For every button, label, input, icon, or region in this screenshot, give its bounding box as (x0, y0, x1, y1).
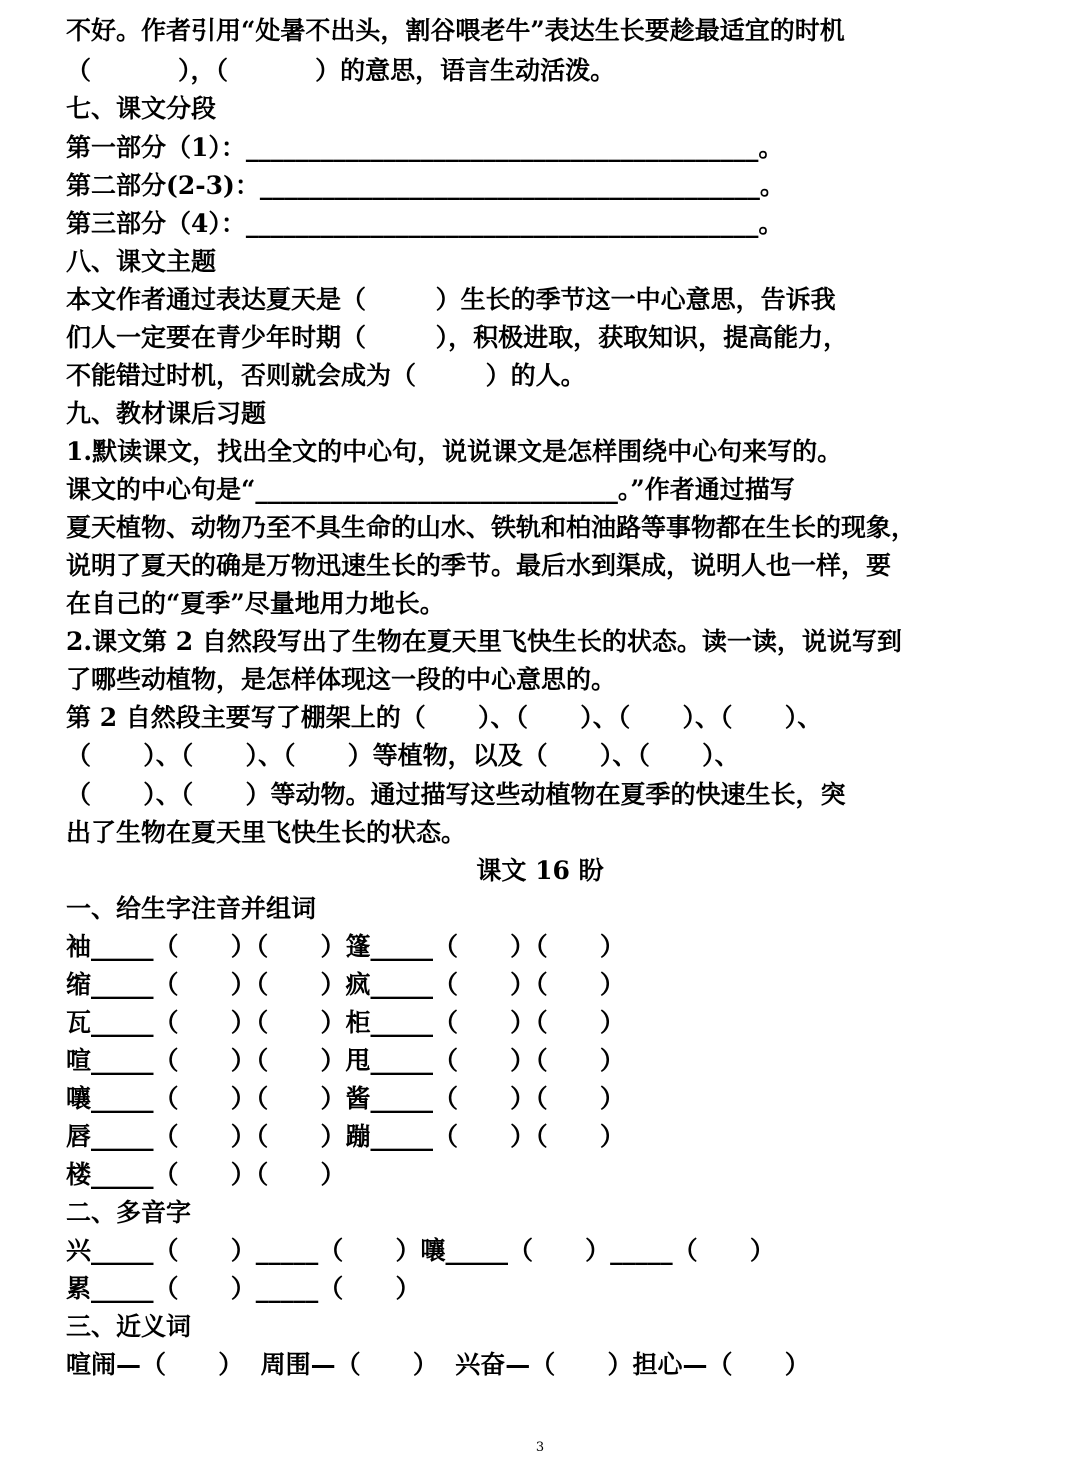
polyphone-row: 兴_____（ ）_____（ ）嚷_____（ ）_____（ ） (66, 1236, 775, 1265)
question-text: 了哪些动植物，是怎样体现这一段的中心意思的。 (66, 665, 617, 694)
character-row: 喧_____（ ）（ ）甩_____（ ）（ ） (66, 1046, 625, 1075)
fill-in-line: 第 2 自然段主要写了棚架上的（ ）、（ ）、（ ）、（ ）、 (66, 703, 823, 732)
fill-in-line: 课文的中心句是“_____________________________。”作者通过描写 (66, 475, 795, 504)
section-heading: 七、课文分段 (66, 94, 217, 123)
text-line: 说明了夏天的确是万物迅速生长的季节。最后水到渠成，说明人也一样，要 (66, 551, 892, 580)
page-number: 3 (535, 1440, 545, 1455)
section-heading: 三、近义词 (66, 1312, 192, 1341)
text-line: 不能错过时机，否则就会成为（ ）的人。 (66, 361, 586, 390)
text-line: （ ），（ ）的意思，语言生动活泼。 (66, 56, 616, 85)
fill-in-line: 第一部分（1）：_________________________________________。 (66, 133, 784, 162)
text-line: 夏天植物、动物乃至不具生命的山水、铁轨和柏油路等事物都在生长的现象， (66, 513, 917, 542)
character-row: 嚷_____（ ）（ ）酱_____（ ）（ ） (66, 1084, 625, 1113)
section-heading: 一、给生字注音并组词 (66, 894, 317, 923)
text-line: 在自己的“夏季”尽量地用力地长。 (66, 589, 445, 618)
character-row: 楼_____（ ）（ ） (66, 1160, 346, 1189)
lesson-title: 课文 16 盼 (476, 856, 604, 885)
fill-in-line: （ ）、（ ）等动物。通过描写这些动植物在夏季的快速生长，突 (66, 780, 846, 809)
character-row: 缩_____（ ）（ ）疯_____（ ）（ ） (66, 970, 625, 999)
fill-in-line: 第二部分(2-3)：________________________________________。 (66, 171, 785, 200)
character-row: 袖_____（ ）（ ）篷_____（ ）（ ） (66, 932, 625, 961)
fill-in-line: 第三部分（4）：_________________________________________。 (66, 209, 784, 238)
character-row: 唇_____（ ）（ ）蹦_____（ ）（ ） (66, 1122, 625, 1151)
text-line: 本文作者通过表达夏天是（ ）生长的季节这一中心意思，告诉我 (66, 285, 836, 314)
question-text: 2.课文第 2 自然段写出了生物在夏天里飞快生长的状态。读一读，说说写到 (66, 627, 902, 656)
character-row: 瓦_____（ ）（ ）柜_____（ ）（ ） (66, 1008, 625, 1037)
synonym-row: 喧闹—（ ） 周围—（ ） 兴奋—（ ）担心—（ ） (66, 1350, 810, 1379)
section-heading: 八、课文主题 (66, 247, 217, 276)
text-line: 出了生物在夏天里飞快生长的状态。 (66, 818, 467, 847)
fill-in-line: （ ）、（ ）、（ ）等植物，以及（ ）、（ ）、 (66, 741, 740, 770)
section-heading: 二、多音字 (66, 1198, 192, 1227)
text-line: 不好。作者引用“处暑不出头，割谷喂老牛”表达生长要趁最适宜的时机 (66, 16, 845, 45)
text-line: 们人一定要在青少年时期（ ），积极进取，获取知识，提高能力， (66, 323, 849, 352)
section-heading: 九、教材课后习题 (66, 399, 267, 428)
question-text: 1.默读课文，找出全文的中心句，说说课文是怎样围绕中心句来写的。 (66, 437, 843, 466)
polyphone-row: 累_____（ ）_____（ ） (66, 1274, 421, 1303)
